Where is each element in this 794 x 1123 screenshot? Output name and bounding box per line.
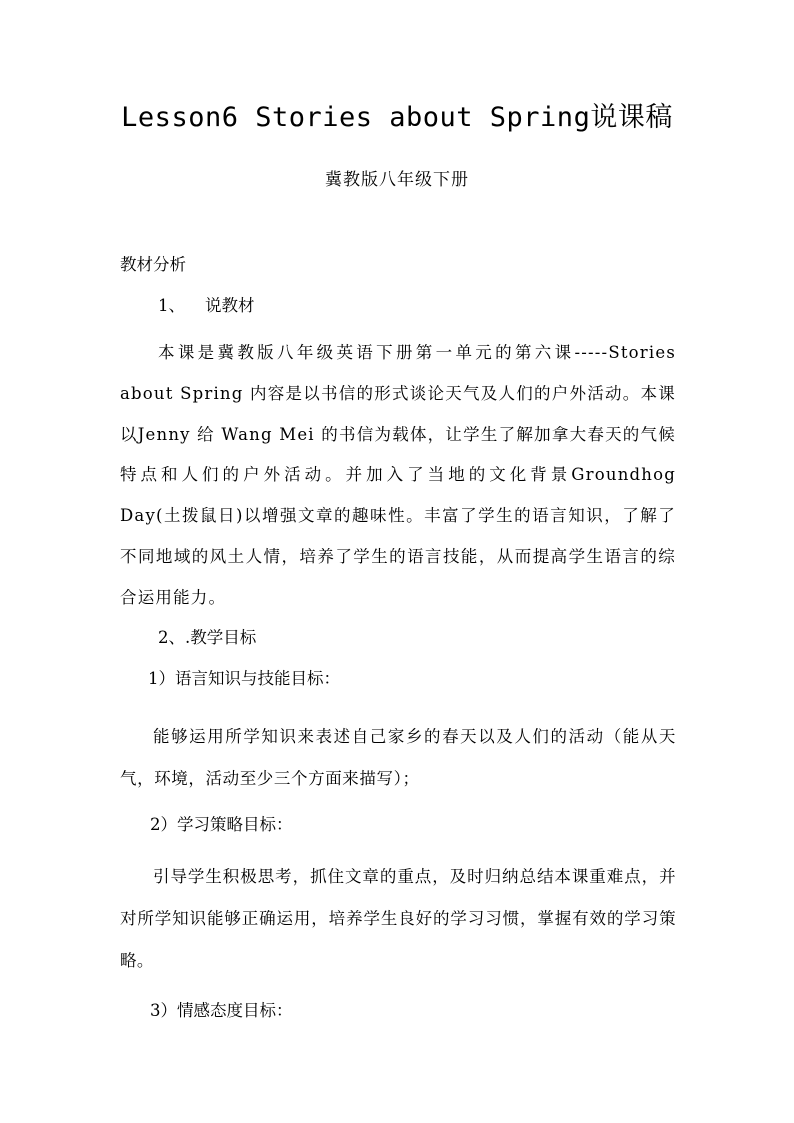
- paragraph-language-goals: 能够运用所学知识来表述自己家乡的春天以及人们的活动（能从天气，环境，活动至少三个方面来描写）；: [120, 727, 676, 788]
- subheading-language-goals: 1）语言知识与技能目标：: [148, 669, 340, 688]
- document-title: Lesson6 Stories about Spring说课稿: [121, 102, 673, 133]
- section-heading-material-analysis: 教材分析: [120, 255, 186, 274]
- paragraph-strategy-goals: 引导学生积极思考，抓住文章的重点，及时归纳总结本课重难点，并对所学知识能够正确运用，培养学生良好的学习习惯，掌握有效的学习策略。: [120, 867, 676, 970]
- document-subtitle: 冀教版八年级下册: [325, 170, 469, 190]
- item-heading-material: 说教材: [205, 296, 255, 315]
- subheading-emotion-goals: 3）情感态度目标：: [150, 1001, 293, 1020]
- item-heading-teaching-goals: 2、.教学目标: [158, 628, 257, 647]
- paragraph-material-description: 本课是冀教版八年级英语下册第一单元的第六课-----Stories about Spring 内容是以书信的形式谈论天气及人们的户外活动。本课以Jenny 给 Wang Mei 的书信为载体，让学生了解加拿大春天的气候特点和人们的户外活动。并加入了当地的文化背景Groundhog Day(土拨鼠日)以增强文章的趣味性。丰富了学生的语言知识，了解了不同地域的风土人情，培养了学生的语言技能，从而提高学生语言的综合运用能力。: [120, 343, 676, 607]
- subheading-strategy-goals: 2）学习策略目标：: [150, 815, 293, 834]
- item-number-1: 1、: [158, 296, 185, 315]
